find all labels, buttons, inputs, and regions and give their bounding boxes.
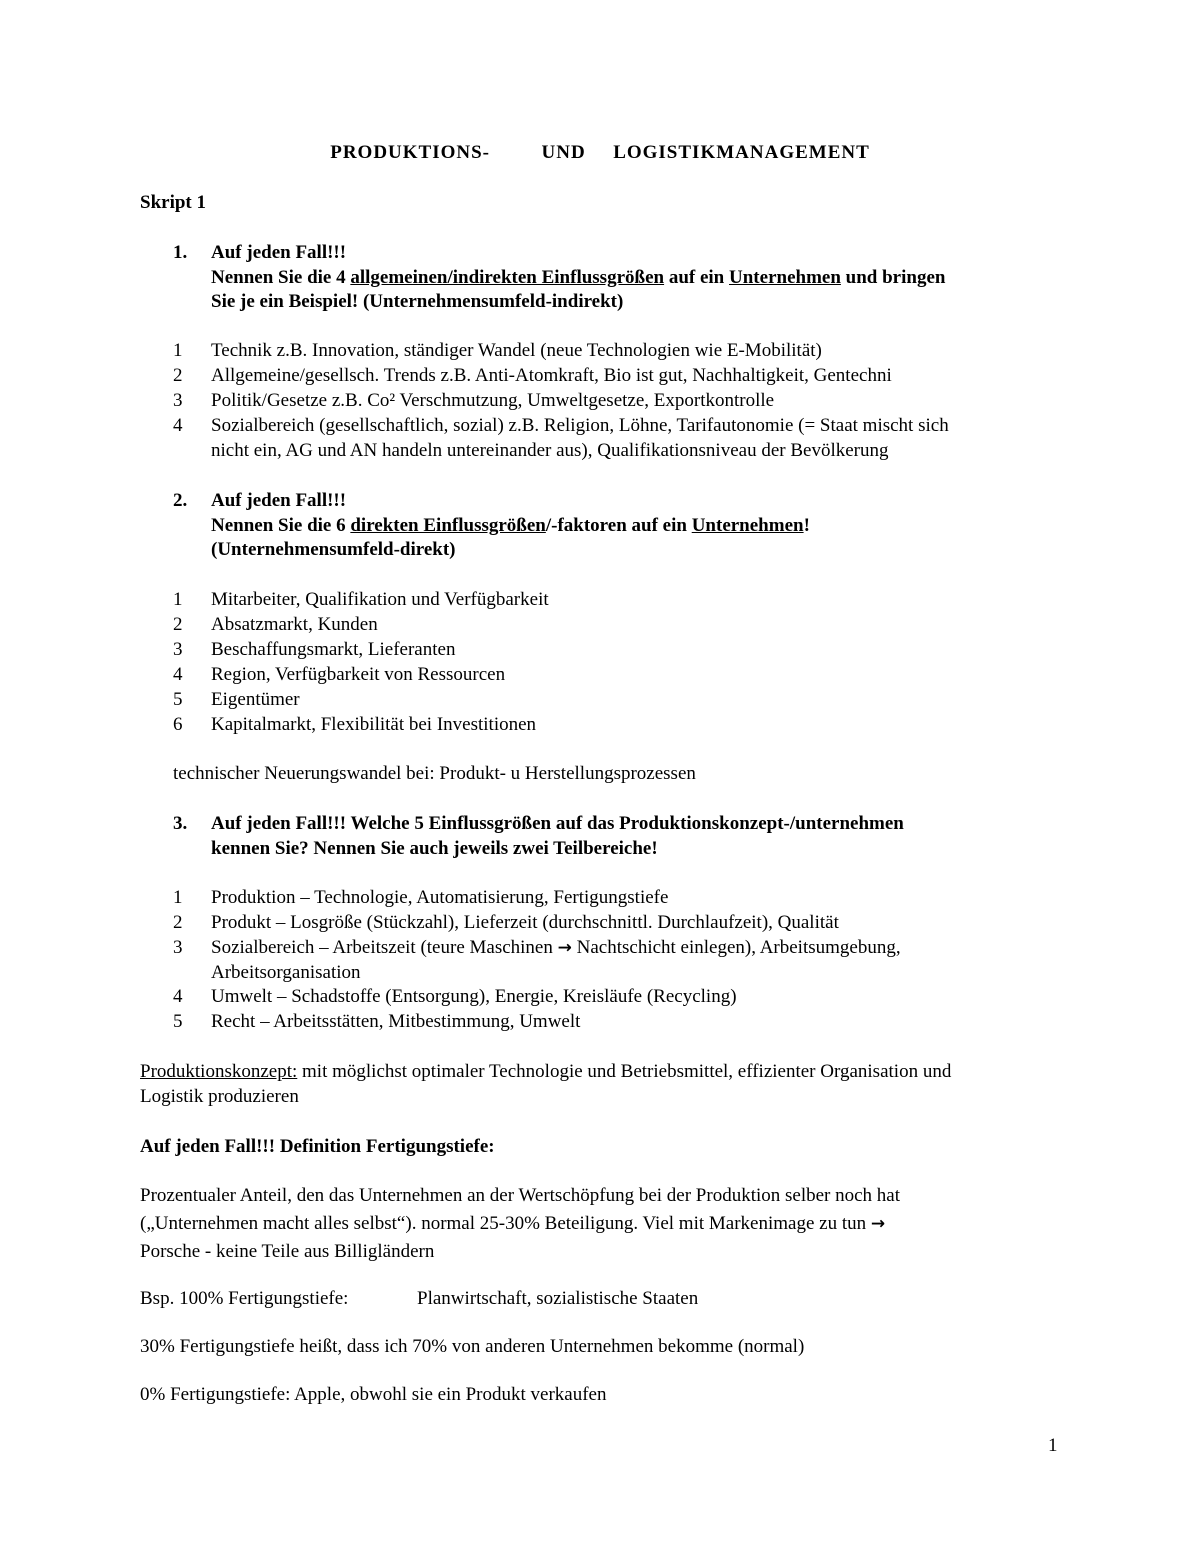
q1-item-number: 4 [173, 415, 183, 436]
q2-line2-underlined-1: direkten Einflussgrößen [350, 514, 546, 536]
q3-item-text-continued: Arbeitsorganisation [211, 962, 361, 983]
arrow-right-icon: → [870, 1214, 886, 1234]
q2-item-number: 6 [173, 714, 183, 735]
q3-item-number: 1 [173, 887, 183, 908]
q1-item-number: 3 [173, 390, 183, 411]
q1-line3: Sie je ein Beispiel! (Unternehmensumfeld-indirekt) [211, 291, 624, 312]
q2-item-number: 5 [173, 689, 183, 710]
q1-question [211, 241, 945, 315]
q2-number: 2. [173, 490, 188, 511]
q3-item-number: 5 [173, 1011, 183, 1032]
definition-heading: Auf jeden Fall!!! Definition Fertigungstiefe: [140, 1136, 495, 1157]
title-part-3: LOGISTIKMANAGEMENT [613, 142, 870, 163]
q1-item-text: Technik z.B. Innovation, ständiger Wandel (neue Technologien wie E-Mobilität) [211, 340, 822, 361]
q3-item-text-b: Nachtschicht einlegen), Arbeitsumgebung, [571, 937, 901, 958]
q3-item-text: Umwelt – Schadstoffe (Entsorgung), Energie, Kreisläufe (Recycling) [211, 986, 737, 1007]
q3-item-text: Produkt – Losgröße (Stückzahl), Lieferzeit (durchschnittl. Durchlaufzeit), Qualität [211, 912, 839, 933]
q1-number: 1. [173, 242, 188, 263]
q1-line2-c: und bringen [840, 266, 946, 288]
fertigungstiefe-30: 30% Fertigungstiefe heißt, dass ich 70% von anderen Unternehmen bekomme (normal) [140, 1336, 805, 1357]
q1-line2-a: Nennen Sie die 4 [211, 266, 351, 288]
q3-item-number: 3 [173, 937, 183, 958]
konzept-line1 [140, 1060, 1070, 1085]
title-part-2: UND [541, 142, 586, 163]
fertigungstiefe-0: 0% Fertigungstiefe: Apple, obwohl sie ein Produkt verkaufen [140, 1384, 607, 1405]
q2-line3: (Unternehmensumfeld-direkt) [211, 539, 456, 560]
q2-line2-b: /-faktoren auf ein [545, 514, 692, 536]
q2-line2-a: Nennen Sie die 6 [211, 514, 351, 536]
konzept-line2: Logistik produzieren [140, 1085, 299, 1107]
q3-item-text: Produktion – Technologie, Automatisierung, Fertigungstiefe [211, 887, 669, 908]
q1-line2-b: auf ein [664, 266, 730, 288]
q2-item-text: Beschaffungsmarkt, Lieferanten [211, 639, 456, 660]
q3-item-text: Recht – Arbeitsstätten, Mitbestimmung, Umwelt [211, 1011, 581, 1032]
q3-line1: Auf jeden Fall!!! Welche 5 Einflussgrößen auf das Produktionskonzept-/unternehmen [211, 813, 904, 834]
q1-item-number: 1 [173, 340, 183, 361]
q1-line2-underlined-1: allgemeinen/indirekten Einflussgrößen [350, 266, 665, 288]
q2-item-number: 4 [173, 664, 183, 685]
q3-number: 3. [173, 813, 188, 834]
konzept-label: Produktionskonzept: [140, 1061, 298, 1082]
title-part-1: PRODUKTIONS- [330, 142, 491, 163]
q2-note: technischer Neuerungswandel bei: Produkt- u Herstellungsprozessen [173, 763, 696, 784]
q2-line2-underlined-2: Unternehmen [691, 514, 804, 536]
q2-line1: Auf jeden Fall!!! [211, 490, 347, 511]
definition-line2 [140, 1210, 1070, 1238]
skript-heading: Skript 1 [140, 192, 206, 213]
bsp-label: Bsp. 100% Fertigungstiefe: [140, 1288, 349, 1309]
definition-line3: Porsche - keine Teile aus Billigländern [140, 1241, 435, 1262]
definition-paragraph [140, 1182, 1070, 1266]
document-title [0, 141, 1200, 165]
q3-item-text [211, 936, 901, 961]
konzept-text: mit möglichst optimaler Technologie und Betriebsmittel, effizienter Organisation und [297, 1061, 952, 1082]
q2-question [211, 489, 810, 563]
q2-item-number: 2 [173, 614, 183, 635]
q1-item-text-continued: nicht ein, AG und AN handeln untereinander aus), Qualifikationsniveau der Bevölkerung [211, 440, 889, 461]
q1-line2-underlined-2: Unternehmen [729, 266, 841, 288]
q2-item-text: Eigentümer [211, 689, 300, 710]
arrow-right-icon: → [557, 938, 572, 958]
q2-item-text: Region, Verfügbarkeit von Ressourcen [211, 664, 506, 685]
q2-item-text: Kapitalmarkt, Flexibilität bei Investitionen [211, 714, 537, 735]
q1-item-text: Allgemeine/gesellsch. Trends z.B. Anti-Atomkraft, Bio ist gut, Nachhaltigkeit, Gentechni [211, 365, 892, 386]
definition-line2-text: („Unternehmen macht alles selbst“). normal 25-30% Beteiligung. Viel mit Markenimage zu tun [140, 1213, 871, 1234]
q3-item-text-a: Sozialbereich – Arbeitszeit (teure Maschinen [211, 937, 558, 958]
q3-item-number: 4 [173, 986, 183, 1007]
q2-line2 [211, 514, 810, 539]
page-number: 1 [1048, 1435, 1058, 1456]
q1-item-text: Politik/Gesetze z.B. Co² Verschmutzung, Umweltgesetze, Exportkontrolle [211, 390, 775, 411]
konzept-paragraph [140, 1060, 1070, 1109]
q2-item-number: 1 [173, 589, 183, 610]
q1-item-number: 2 [173, 365, 183, 386]
q2-line2-c: ! [803, 514, 810, 536]
definition-line1: Prozentualer Anteil, den das Unternehmen an der Wertschöpfung bei der Produktion selber noch hat [140, 1185, 901, 1206]
q1-item-text: Sozialbereich (gesellschaftlich, sozial) z.B. Religion, Löhne, Tarifautonomie (= Staat mischt sich [211, 415, 949, 436]
q3-question [211, 812, 904, 861]
q1-line2 [211, 266, 945, 291]
q3-line2: kennen Sie? Nennen Sie auch jeweils zwei Teilbereiche! [211, 837, 658, 859]
q1-line1: Auf jeden Fall!!! [211, 242, 347, 263]
bsp-value: Planwirtschaft, sozialistische Staaten [417, 1288, 699, 1309]
q2-item-text: Mitarbeiter, Qualifikation und Verfügbarkeit [211, 589, 549, 610]
q2-item-number: 3 [173, 639, 183, 660]
q2-item-text: Absatzmarkt, Kunden [211, 614, 378, 635]
q3-item-number: 2 [173, 912, 183, 933]
